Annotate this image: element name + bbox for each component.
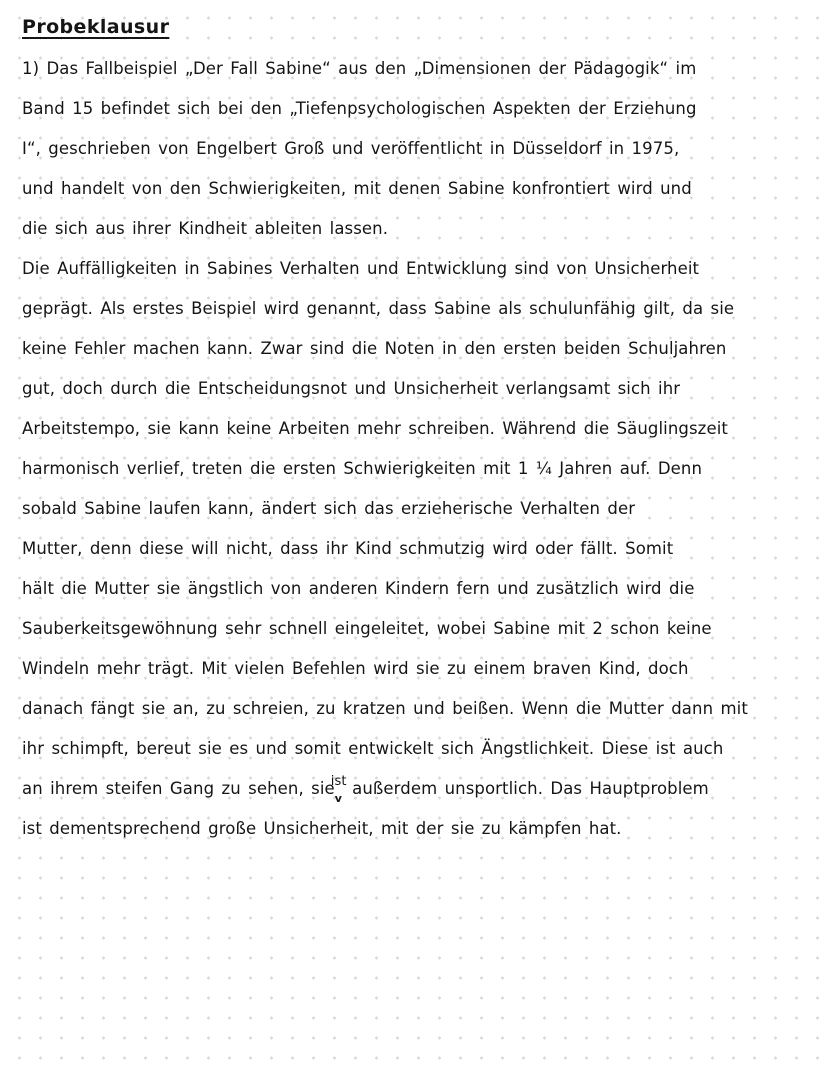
handwritten-line: sobald Sabine laufen kann, ändert sich das erzieherische Verhalten der — [22, 498, 636, 518]
inserted-word: ist — [330, 774, 347, 789]
note-title: Probeklausur — [22, 16, 170, 38]
handwritten-line: harmonisch verlief, treten die ersten Schwierigkeiten mit 1 ¼ Jahren auf. Denn — [22, 458, 703, 478]
handwritten-line-with-insertion — [22, 768, 828, 808]
insertion — [330, 768, 347, 808]
handwritten-line: ihr schimpft, bereut sie es und somit entwickelt sich Ängstlichkeit. Diese ist auch — [22, 738, 724, 758]
handwritten-line: Sauberkeitsgewöhnung sehr schnell eingeleitet, wobei Sabine mit 2 schon keine — [22, 618, 712, 638]
note-content — [22, 6, 828, 848]
handwritten-line: geprägt. Als erstes Beispiel wird genannt, dass Sabine als schulunfähig gilt, da sie — [22, 298, 735, 318]
handwritten-line: Arbeitstempo, sie kann keine Arbeiten mehr schreiben. Während die Säuglingszeit — [22, 418, 728, 438]
line-text-before-insertion: an ihrem steifen Gang zu sehen, sie — [22, 778, 335, 798]
handwritten-line: ist dementsprechend große Unsicherheit, mit der sie zu kämpfen hat. — [22, 818, 622, 838]
handwritten-line: hält die Mutter sie ängstlich von anderen Kindern fern und zusätzlich wird die — [22, 578, 695, 598]
handwritten-line: danach fängt sie an, zu schreien, zu kratzen und beißen. Wenn die Mutter dann mit — [22, 698, 748, 718]
handwritten-line: Band 15 befindet sich bei den „Tiefenpsychologischen Aspekten der Erziehung — [22, 98, 697, 118]
handwritten-line: die sich aus ihrer Kindheit ableiten lassen. — [22, 218, 389, 238]
handwritten-line: Die Auffälligkeiten in Sabines Verhalten und Entwicklung sind von Unsicherheit — [22, 258, 700, 278]
insertion-caret-icon: v — [334, 792, 343, 805]
handwritten-line: 1) Das Fallbeispiel „Der Fall Sabine“ aus den „Dimensionen der Pädagogik“ im — [22, 58, 697, 78]
line-text-after-insertion: außerdem unsportlich. Das Hauptproblem — [344, 778, 709, 798]
handwritten-line: und handelt von den Schwierigkeiten, mit denen Sabine konfrontiert wird und — [22, 178, 692, 198]
handwritten-line: gut, doch durch die Entscheidungsnot und Unsicherheit verlangsamt sich ihr — [22, 378, 681, 398]
handwritten-line: keine Fehler machen kann. Zwar sind die Noten in den ersten beiden Schuljahren — [22, 338, 727, 358]
handwritten-line: Mutter, denn diese will nicht, dass ihr Kind schmutzig wird oder fällt. Somit — [22, 538, 674, 558]
handwritten-line: I“, geschrieben von Engelbert Groß und veröffentlicht in Düsseldorf in 1975, — [22, 138, 680, 158]
handwritten-line: Windeln mehr trägt. Mit vielen Befehlen wird sie zu einem braven Kind, doch — [22, 658, 689, 678]
